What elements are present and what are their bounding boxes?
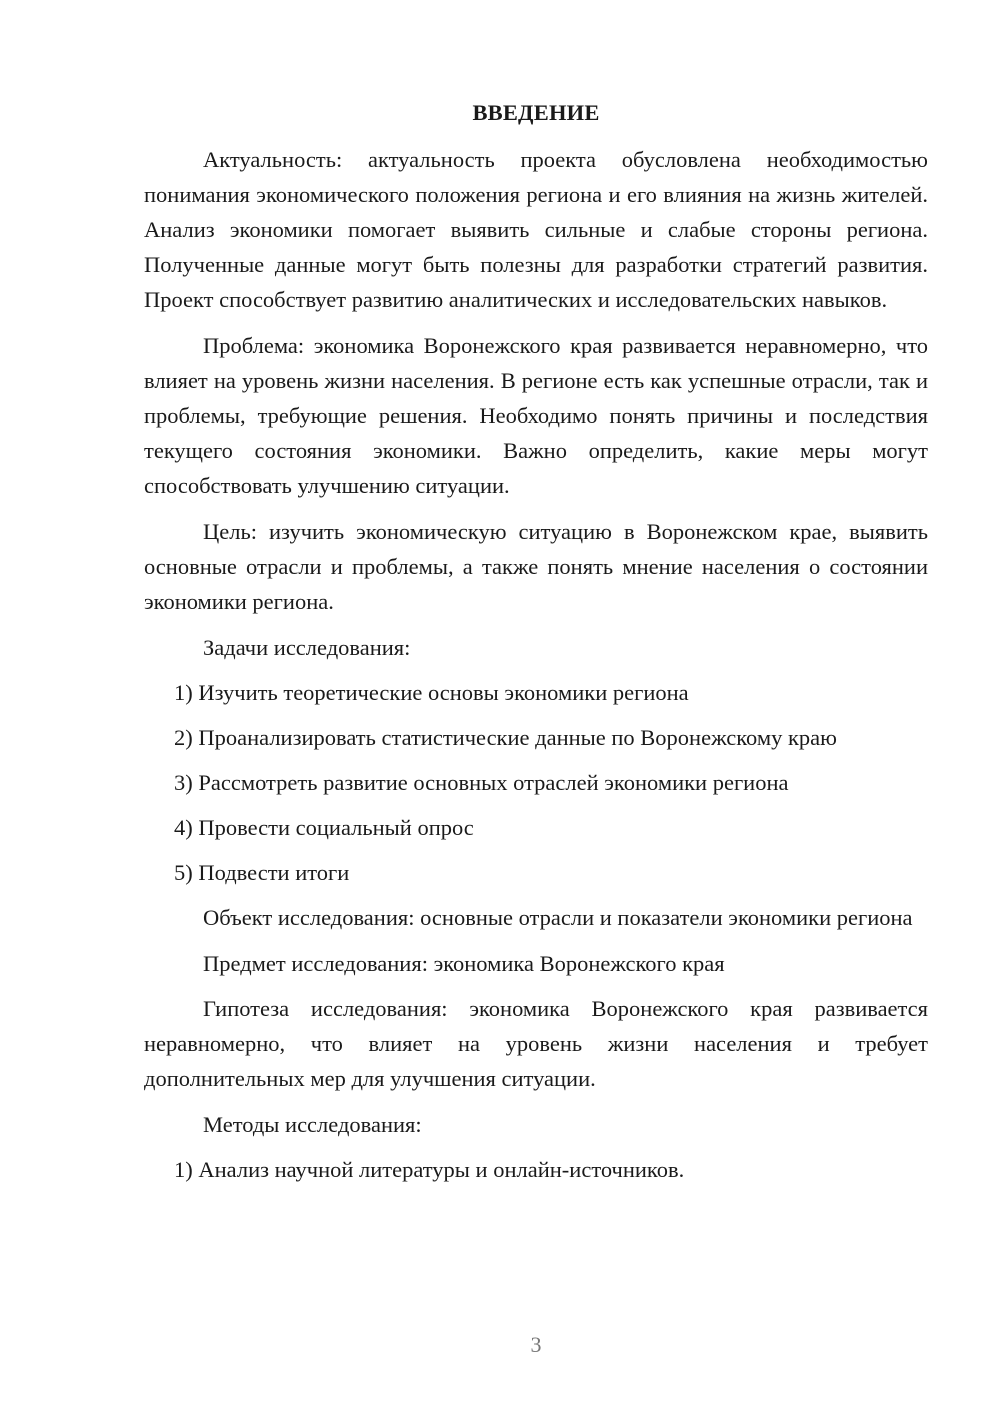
list-item: 1) Анализ научной литературы и онлайн-источников. [174,1157,685,1182]
list-item: 1) Изучить теоретические основы экономики региона [174,680,689,705]
object-paragraph: Объект исследования: основные отрасли и показатели экономики региона [203,905,913,930]
subject-paragraph: Предмет исследования: экономика Воронежского края [203,951,725,976]
relevance-paragraph: Актуальность: актуальность проекта обусловлена необходимостью понимания экономического положения региона и его влияния на жизнь жителей. Анализ экономики помогает выявить сильные и слабые стороны региона. Полученные данные могут быть полезны для разработки стратегий развития. Проект способствует развитию аналитических и исследовательских навыков. [144,147,928,312]
list-item: 5) Подвести итоги [174,860,350,885]
problem-paragraph: Проблема: экономика Воронежского края развивается неравномерно, что влияет на уровень жизни населения. В регионе есть как успешные отрасли, так и проблемы, требующие решения. Необходимо понять причины и последствия текущего состояния экономики. Важно определить, какие меры могут способствовать улучшению ситуации. [144,333,928,498]
page-number: 3 [530,1332,542,1357]
methods-list [144,1152,928,1187]
tasks-heading: Задачи исследования: [203,635,411,660]
page-title: ВВЕДЕНИЕ [472,100,600,125]
tasks-list [144,675,928,890]
list-item: 4) Провести социальный опрос [174,815,474,840]
methods-heading: Методы исследования: [203,1112,422,1137]
document-page [144,95,928,1197]
goal-paragraph: Цель: изучить экономическую ситуацию в Воронежском крае, выявить основные отрасли и проблемы, а также понять мнение населения о состоянии экономики региона. [144,519,928,614]
hypothesis-paragraph: Гипотеза исследования: экономика Воронежского края развивается неравномерно, что влияет на уровень жизни населения и требует дополнительных мер для улучшения ситуации. [144,996,928,1091]
list-item: 3) Рассмотреть развитие основных отраслей экономики региона [174,770,789,795]
list-item: 2) Проанализировать статистические данные по Воронежскому краю [174,725,837,750]
